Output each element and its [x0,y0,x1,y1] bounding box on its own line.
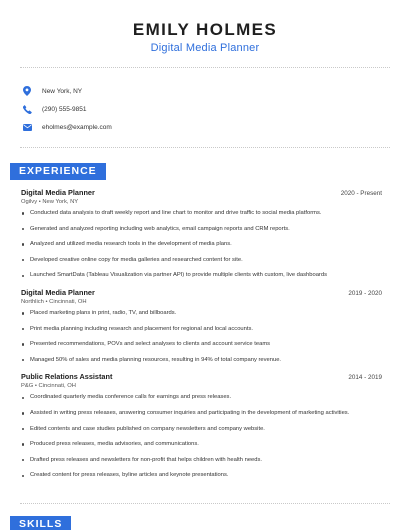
job-bullet: Developed creative online copy for media galleries and researched content for site. [21,257,382,264]
job-bullet: Managed 50% of sales and media planning resources, resulting in 94% of total company revenue. [21,357,382,364]
job-bullets [21,394,382,479]
job-bullet: Edited contents and case studies published on company newsletters and company website. [21,426,382,433]
job-bullet: Assisted in writing press releases, answering consumer inquiries and participating in the development of marketing activities. [21,410,382,417]
location-pin-icon [22,86,32,96]
job-company: Northlich [21,298,44,305]
email-icon [22,122,32,132]
job-bullet: Presented recommendations, POVs and select analyses to clients and account service teams [21,341,382,348]
job-title: Public Relations Assistant [21,372,113,382]
job-dates: 2019 - 2020 [348,289,382,297]
contact-location [22,82,112,100]
job-bullet: Print media planning including research and placement for regional and local accounts. [21,326,382,333]
job-company-line: Northlich • Cincinnati, OH [21,298,87,305]
experience-divider [20,503,390,504]
location-text: New York, NY [42,87,83,95]
job-entry [21,188,382,279]
contact-phone [22,100,112,118]
section-heading-experience: EXPERIENCE [10,163,106,180]
job-bullet: Coordinated quarterly media conference calls for earnings and press releases. [21,394,382,401]
job-bullets [21,210,382,279]
experience-list [21,188,382,488]
candidate-title: Digital Media Planner [150,42,260,54]
job-location: New York, NY [42,199,79,205]
job-entry [21,288,382,364]
job-title: Digital Media Planner [21,287,95,297]
job-bullet: Drafted press releases and newsletters for non-profit that helps children with health needs. [21,457,382,464]
job-bullet: Placed marketing plans in print, radio, TV, and billboards. [21,310,382,317]
job-entry [21,372,382,479]
job-bullet: Conducted data analysis to draft weekly report and line chart to monitor and drive traffic to social media platforms. [21,210,382,217]
job-bullet: Launched SmartData (Tableau Visualization via partner API) to provide multiple clients with custom, live dashboards [21,272,382,279]
phone-icon [22,104,32,114]
header-divider [20,67,390,68]
contact-email [22,118,112,136]
job-bullet: Analyzed and utilized media research tools in the development of media plans. [21,241,382,248]
job-company: Ogilvy [21,199,38,205]
job-bullets [21,310,382,364]
job-bullet: Produced press releases, media advisories, and communications. [21,441,382,448]
job-dates: 2020 - Present [340,190,382,197]
job-title: Digital Media Planner [21,188,95,197]
job-company-line: Ogilvy • New York, NY [21,199,79,205]
job-company: P&G [21,383,34,390]
section-heading-skills: SKILLS [10,516,71,530]
job-dates: 2014 - 2019 [348,374,382,382]
job-location: Cincinnati, OH [38,383,76,390]
job-bullet: Created content for press releases, byline articles and keynote presentations. [21,472,382,479]
phone-text: (290) 555-9851 [42,105,87,113]
email-text[interactable]: eholmes@example.com [42,123,112,131]
resume-header [0,0,410,54]
contact-divider [20,147,390,148]
job-bullet: Generated and analyzed reporting including web analytics, email campaign reports and CRM reports. [21,226,382,233]
candidate-name: EMILY HOLMES [132,20,278,39]
job-location: Cincinnati, OH [49,298,87,305]
job-company-line: P&G • Cincinnati, OH [21,383,76,390]
contact-list [22,82,112,136]
